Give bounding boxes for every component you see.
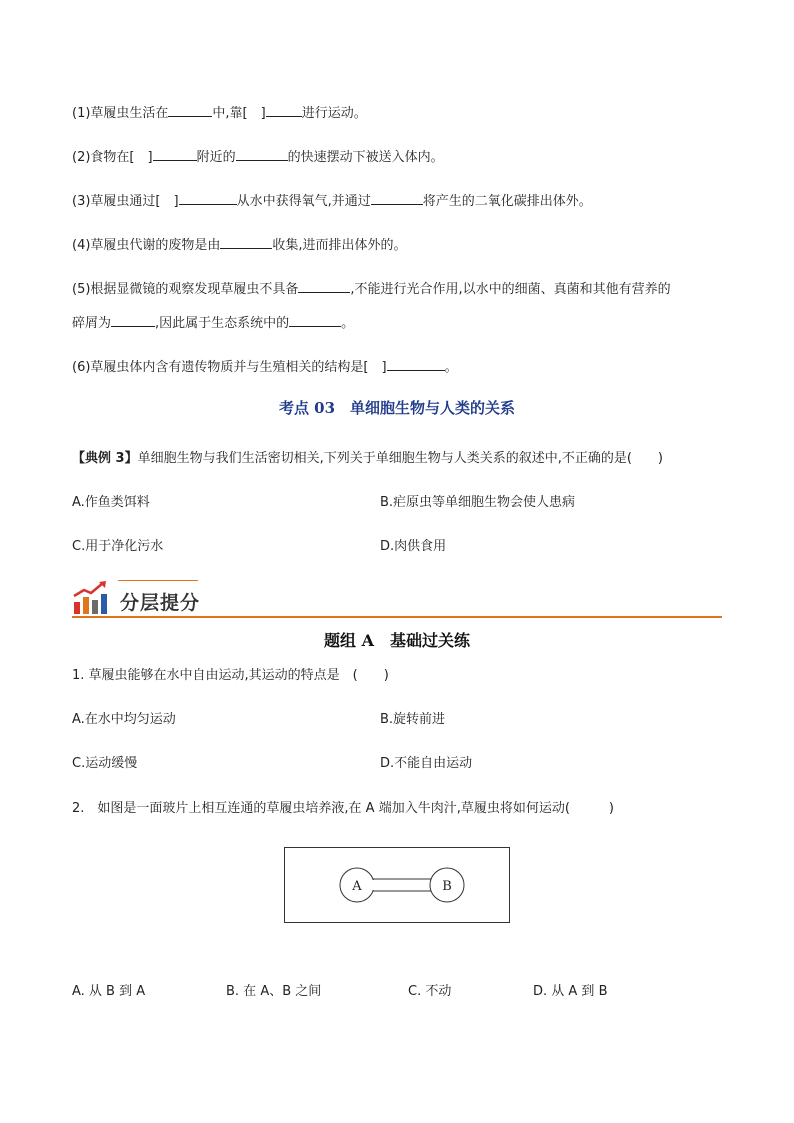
example-option-b[interactable]: B.疟原虫等单细胞生物会使人患病: [380, 495, 576, 510]
answer-blank[interactable]: [266, 102, 302, 117]
example-label: 【典例 3】: [72, 451, 138, 466]
answer-blank[interactable]: [371, 190, 423, 205]
mc1-option-d[interactable]: D.不能自由运动: [380, 756, 473, 771]
mc2-option-b[interactable]: B. 在 A、B 之间: [226, 984, 322, 999]
q3-text-b: ]: [173, 194, 179, 209]
mc-question-2: 2. 如图是一面玻片上相互连通的草履虫培养液,在 A 端加入牛肉汁,草履虫将如何运动( ): [72, 801, 614, 816]
q3-text-d: 将产生的二氧化碳排出体外。: [422, 194, 592, 209]
q1-text-d: 进行运动。: [301, 106, 367, 121]
example-option-c[interactable]: C.用于净化污水: [72, 539, 164, 554]
example-text: 单细胞生物与我们生活密切相关,下列关于单细胞生物与人类关系的叙述中,不正确的是( ): [137, 451, 663, 466]
answer-blank[interactable]: [298, 278, 350, 293]
group-title: 题组 A 基础过关练: [324, 631, 470, 650]
question-6: [72, 356, 458, 377]
q2-text-b: ]: [147, 150, 153, 165]
q6-text-b: ]: [381, 360, 387, 375]
answer-blank[interactable]: [179, 190, 237, 205]
banner-title: 分层提分: [120, 592, 201, 614]
question-1: [72, 102, 367, 123]
question-5: [72, 278, 671, 299]
answer-blank[interactable]: [387, 356, 445, 371]
q5-text-b: ,不能进行光合作用,以水中的细菌、真菌和其他有营养的: [350, 282, 671, 297]
question-5-continued: [72, 312, 354, 333]
question-4: [72, 234, 407, 255]
q5c-text-c: 。: [341, 316, 355, 331]
section-title: 考点 03 单细胞生物与人类的关系: [278, 399, 516, 417]
q4-text-a: (4)草履虫代谢的废物是由: [72, 238, 221, 253]
q1-text-a: (1)草履虫生活在: [72, 106, 169, 121]
banner-top-rule: [118, 580, 198, 581]
question-2: [72, 146, 444, 167]
mc2-option-c[interactable]: C. 不动: [408, 984, 452, 999]
answer-blank[interactable]: [220, 234, 272, 249]
q4-text-b: 收集,进而排出体外的。: [272, 238, 407, 253]
figure-label-a: A: [352, 879, 362, 894]
q5c-text-a: 碎屑为: [72, 316, 112, 331]
example-stem: [72, 450, 663, 468]
question-3: [72, 190, 592, 211]
mc1-option-a[interactable]: A.在水中均匀运动: [72, 712, 176, 727]
q2-text-a: (2)食物在[: [72, 150, 135, 165]
mc1-option-c[interactable]: C.运动缓慢: [72, 756, 138, 771]
answer-blank[interactable]: [289, 312, 341, 327]
slide-figure: [284, 847, 510, 923]
banner: [72, 578, 722, 618]
banner-rule: [72, 616, 722, 618]
q6-text-c: 。: [444, 360, 458, 375]
q6-text-a: (6)草履虫体内含有遗传物质并与生殖相关的结构是[: [72, 360, 369, 375]
bar-chart-trend-icon: [72, 580, 108, 616]
example-option-d[interactable]: D.肉供食用: [380, 539, 447, 554]
mc-question-1: 1. 草履虫能够在水中自由运动,其运动的特点是 ( ): [72, 668, 389, 683]
slide-diagram: [285, 848, 509, 922]
answer-blank[interactable]: [236, 146, 288, 161]
mc2-option-a[interactable]: A. 从 B 到 A: [72, 984, 146, 999]
q3-text-a: (3)草履虫通过[: [72, 194, 161, 209]
q1-text-b: 中,靠[: [212, 106, 248, 121]
q2-text-d: 的快速摆动下被送入体内。: [287, 150, 444, 165]
q1-text-c: ]: [260, 106, 266, 121]
q3-text-c: 从水中获得氧气,并通过: [236, 194, 371, 209]
q2-text-c: 附近的: [196, 150, 236, 165]
answer-blank[interactable]: [153, 146, 197, 161]
q5c-text-b: ,因此属于生态系统中的: [155, 316, 290, 331]
mc2-option-d[interactable]: D. 从 A 到 B: [533, 984, 608, 999]
mc1-option-b[interactable]: B.旋转前进: [380, 712, 446, 727]
figure-label-b: B: [442, 879, 452, 894]
example-option-a[interactable]: A.作鱼类饵料: [72, 495, 150, 510]
answer-blank[interactable]: [168, 102, 212, 117]
answer-blank[interactable]: [111, 312, 155, 327]
q5-text-a: (5)根据显微镜的观察发现草履虫不具备: [72, 282, 299, 297]
